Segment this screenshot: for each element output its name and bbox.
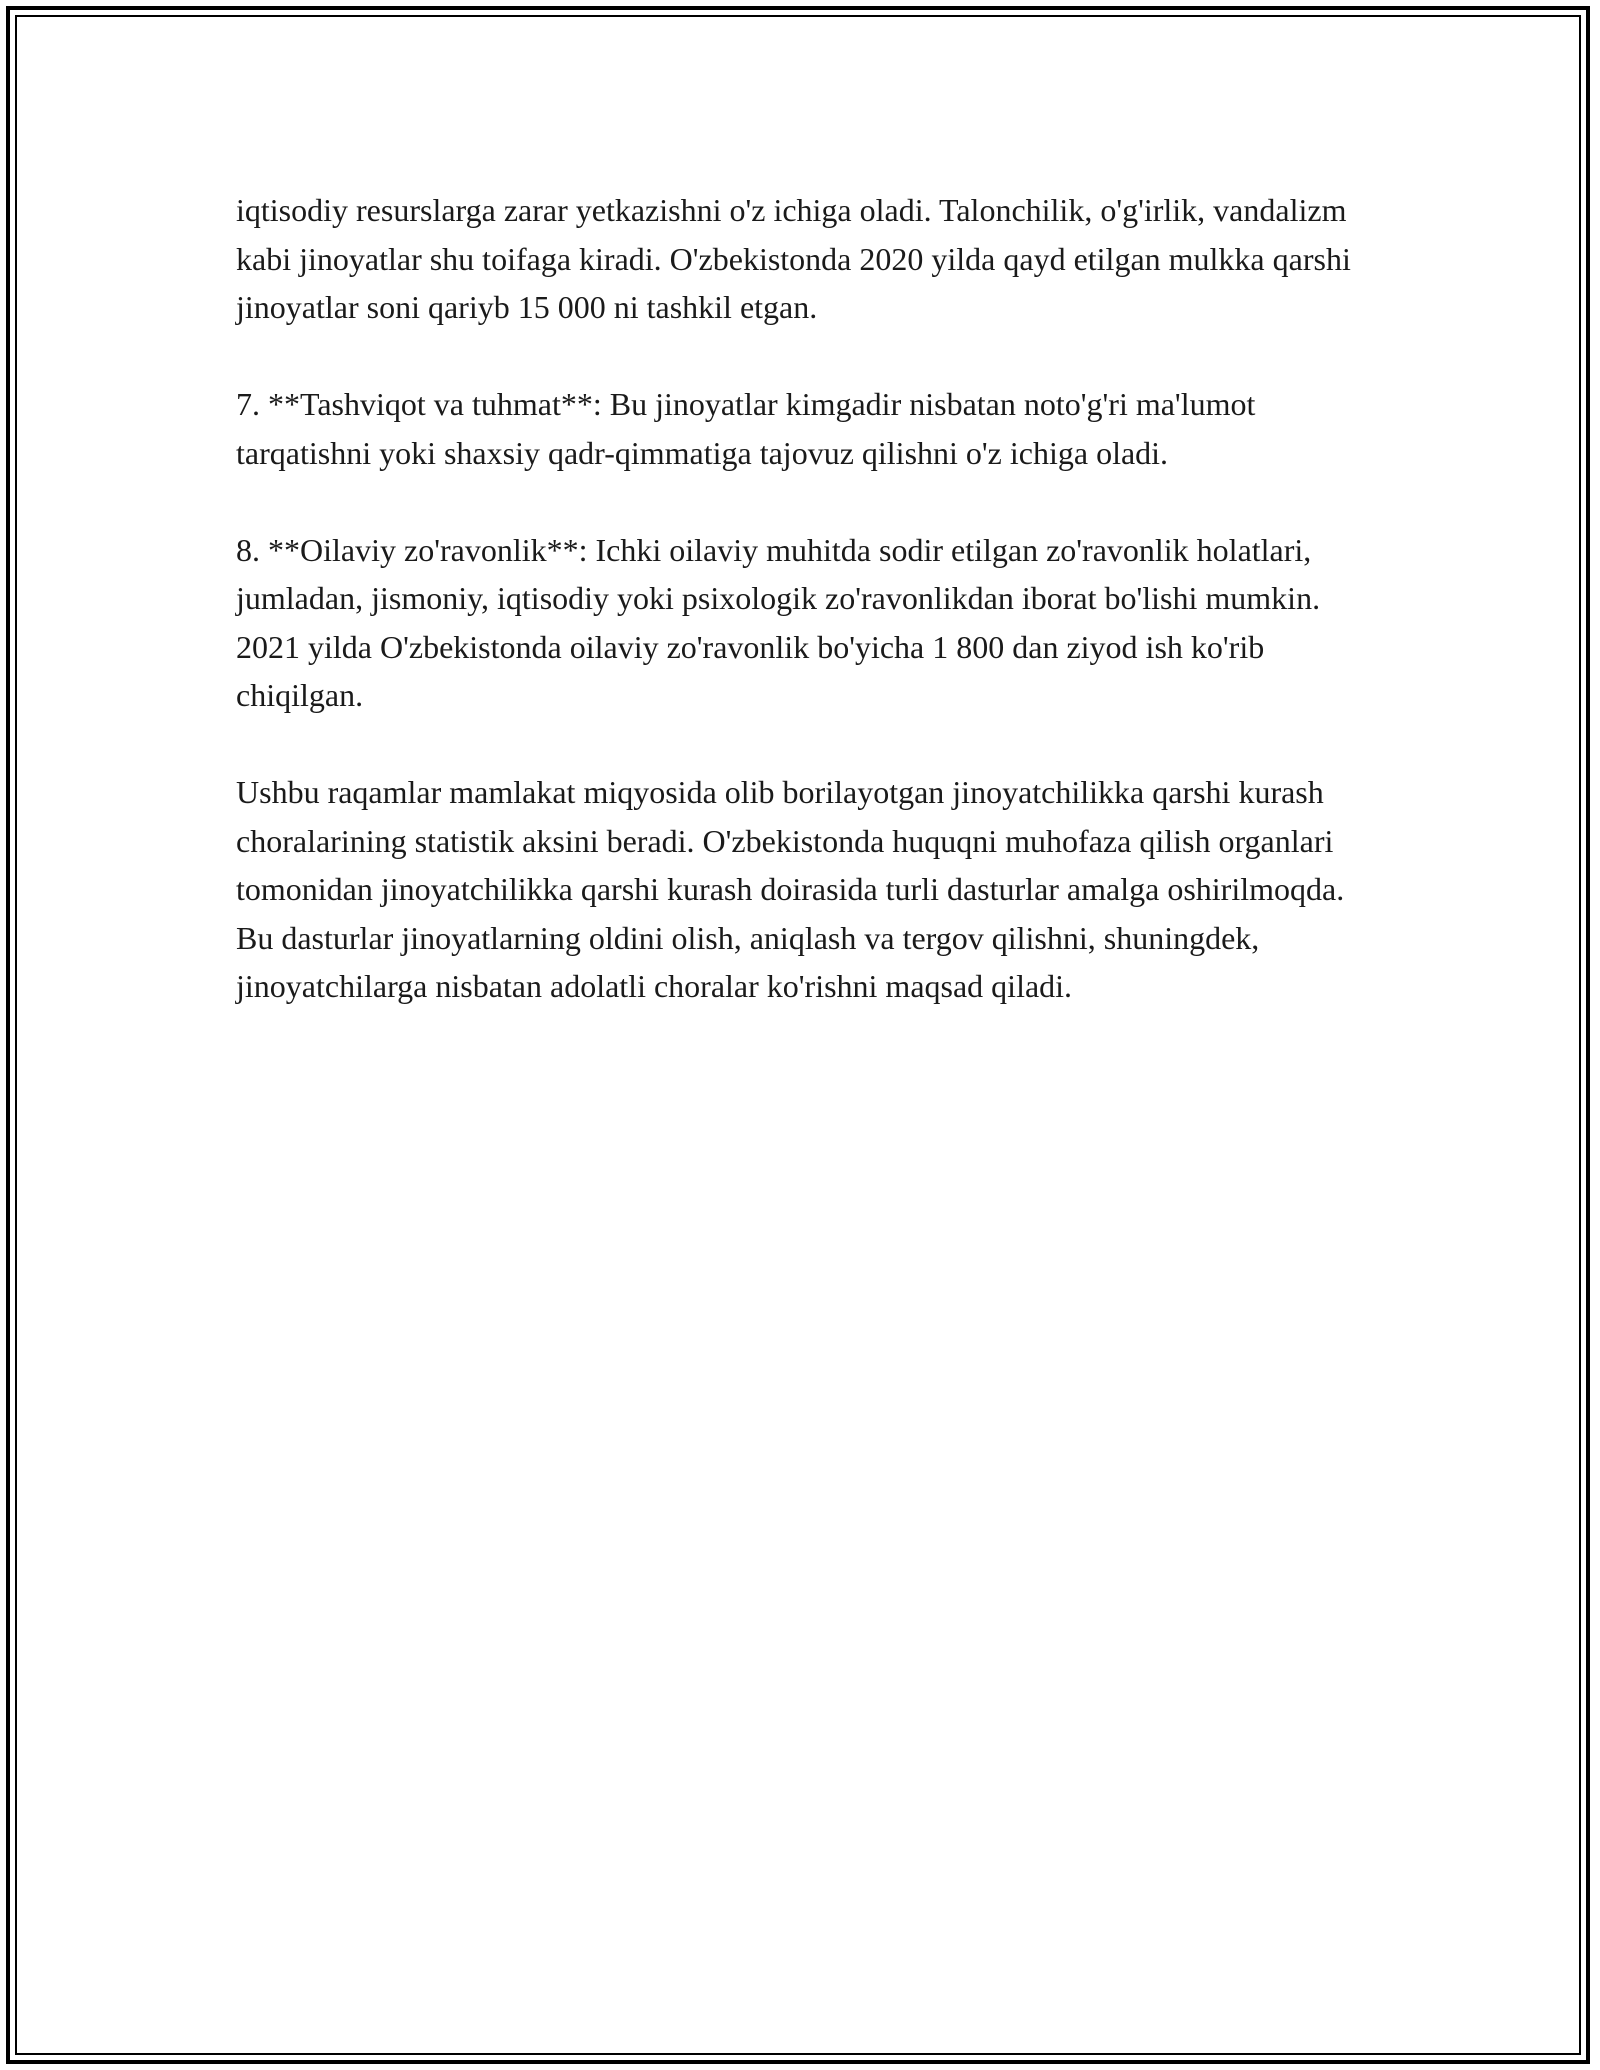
document-body [236,186,1376,1059]
paragraph-conclusion: Ushbu raqamlar mamlakat miqyosida olib borilayotgan jinoyatchilikka qarshi kurash choralarining statistik aksini beradi. O'zbekistonda huquqni muhofaza qilish organlari tomonidan jinoyatchilikka qarshi kurash doirasida turli dasturlar amalga oshirilmoqda. Bu dasturlar jinoyatlarning oldini olish, aniqlash va tergov qilishni, shuningdek, jinoyatchilarga nisbatan adolatli choralar ko'rishni maqsad qiladi. [236,774,1345,1004]
paragraph-property-crimes: iqtisodiy resurslarga zarar yetkazishni o'z ichiga oladi. Talonchilik, o'g'irlik, vandalizm kabi jinoyatlar shu toifaga kiradi. O'zbekistonda 2020 yilda qayd etilgan mulkka qarshi jinoyatlar soni qariyb 15 000 ni tashkil etgan. [236,192,1351,325]
paragraph-propaganda-slander: 7. **Tashviqot va tuhmat**: Bu jinoyatlar kimgadir nisbatan noto'g'ri ma'lumot tarqatishni yoki shaxsiy qadr-qimmatiga tajovuz qilishni o'z ichiga oladi. [236,386,1256,471]
paragraph-domestic-violence: 8. **Oilaviy zo'ravonlik**: Ichki oilaviy muhitda sodir etilgan zo'ravonlik holatlari, jumladan, jismoniy, iqtisodiy yoki psixologik zo'ravonlikdan iborat bo'lishi mumkin. 2021 yilda O'zbekistonda oilaviy zo'ravonlik bo'yicha 1 800 dan ziyod ish ko'rib chiqilgan. [236,531,1321,713]
